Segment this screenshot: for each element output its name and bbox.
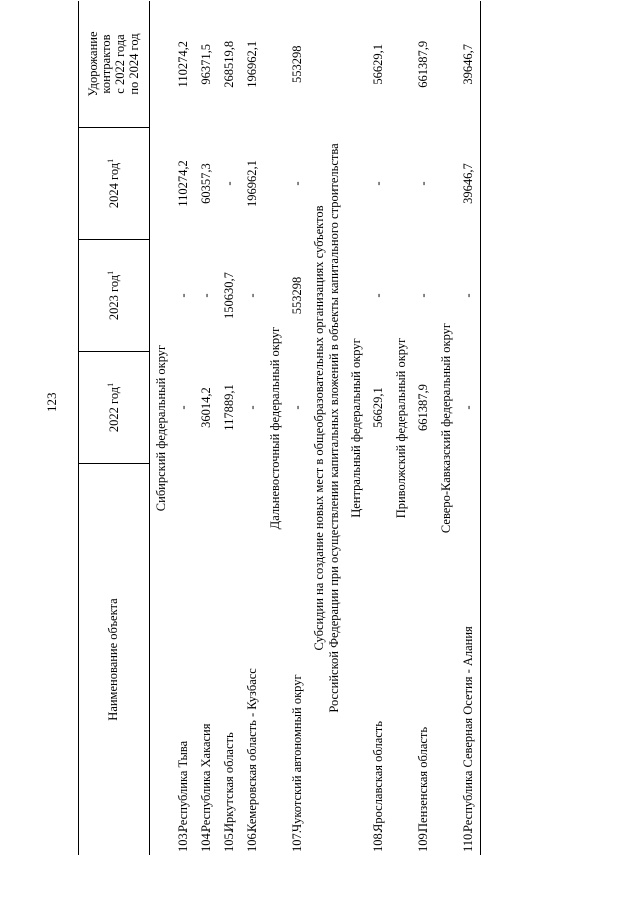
cell-2024: 110274,2 (176, 160, 190, 207)
row-name (218, 464, 241, 856)
cell-diff: 661387,9 (416, 40, 430, 88)
row-title: Ярославская область (371, 721, 385, 832)
cell-2023: 553298 (290, 276, 304, 315)
cell-diff: 39646,7 (461, 43, 475, 85)
cell-2022: - (176, 405, 190, 410)
cell-2022: - (245, 405, 259, 410)
cell-2022: - (461, 405, 475, 410)
region-row (264, 1, 286, 855)
row-title: Иркутская область (222, 732, 236, 832)
row-title: Республика Северная Осетия - Алания (461, 626, 475, 832)
table-row (367, 1, 390, 855)
region-row (390, 1, 412, 855)
row-index: 104. (199, 830, 213, 852)
table-row (457, 1, 481, 855)
row-name (172, 464, 195, 856)
table-row (241, 1, 264, 855)
subsidy-heading (309, 1, 345, 855)
cell-2022: - (290, 405, 304, 410)
region-label: Дальневосточный федеральный округ (267, 326, 282, 530)
rotated-table-frame (78, 31, 475, 855)
row-index: 105. (222, 830, 236, 852)
region-row (150, 1, 173, 855)
region-label: Центральный федеральный округ (348, 338, 363, 518)
cell-2024: - (371, 181, 385, 186)
cell-diff: 110274,2 (176, 41, 190, 88)
region-row (345, 1, 367, 855)
table-row (195, 1, 218, 855)
row-title: Кемеровская область - Кузбасс (245, 668, 259, 832)
cell-2024: 196962,1 (245, 160, 259, 207)
cell-2023: - (371, 293, 385, 298)
row-name (412, 464, 435, 856)
cell-diff: 553298 (290, 45, 304, 83)
header-diff-line4: по 2024 год (126, 33, 141, 95)
row-title: Республика Тыва (176, 740, 190, 832)
footnote-mark-2022: 1 (105, 382, 115, 387)
cell-2024: - (290, 181, 304, 186)
header-2022 (79, 352, 150, 464)
cell-2022: 661387,9 (416, 384, 430, 431)
header-diff (79, 1, 150, 128)
row-title: Чукотский автономный округ (290, 674, 304, 832)
subsidy-line-1: Субсидии на создание новых мест в общеобразовательных организациях субъектов (312, 205, 326, 651)
cell-2023: - (199, 293, 213, 298)
row-name (241, 464, 264, 856)
row-index: 108. (371, 830, 385, 852)
row-title: Республика Хакасия (199, 723, 213, 832)
table-row (218, 1, 241, 855)
cell-2022: 36014,2 (199, 387, 213, 428)
region-label: Северо-Кавказский федеральный округ (438, 322, 453, 534)
row-index: 107. (290, 830, 304, 852)
table-row (286, 1, 309, 855)
header-2023 (79, 240, 150, 352)
cell-2024: 60357,3 (199, 163, 213, 204)
footnote-mark-2023: 1 (105, 270, 115, 275)
cell-2023: 150630,7 (222, 272, 236, 319)
cell-2022: 117889,1 (222, 384, 236, 431)
page-number: 123 (44, 392, 59, 412)
row-index: 103. (176, 830, 190, 852)
cell-diff: 96371,5 (199, 43, 213, 85)
cell-2022: 56629,1 (371, 387, 385, 428)
cell-2023: - (416, 293, 430, 298)
header-diff-line1: Удорожание (85, 31, 100, 97)
row-title: Пензенская область (416, 726, 430, 832)
cell-2023: - (245, 293, 259, 298)
header-row (79, 1, 150, 855)
row-name (195, 464, 218, 856)
header-2024 (79, 128, 150, 240)
footnote-mark-2024: 1 (105, 158, 115, 163)
region-row (435, 1, 457, 855)
header-name: Наименование объекта (106, 598, 121, 721)
cell-2023: - (176, 293, 190, 298)
header-diff-line2: контрактов (99, 34, 114, 94)
subsidy-heading-row (309, 1, 345, 855)
cell-diff: 56629,1 (371, 43, 385, 85)
contracts-table (78, 1, 481, 855)
header-2023-label: 2023 год (106, 274, 121, 321)
table-row (172, 1, 195, 855)
cell-2024: 39646,7 (461, 163, 475, 204)
header-2022-label: 2022 год (106, 386, 121, 433)
row-index: 109. (416, 830, 430, 852)
cell-2024: - (416, 181, 430, 186)
row-index: 110. (461, 830, 475, 852)
region-label: Сибирский федеральный округ (153, 344, 168, 512)
row-name (457, 464, 481, 856)
region-label: Приволжский федеральный округ (393, 337, 408, 519)
cell-2024: - (222, 181, 236, 186)
row-index: 106. (245, 830, 259, 852)
header-2024-label: 2024 год (106, 162, 121, 209)
subsidy-line-2: Российской Федерации при осуществлении капитальных вложений в объекты капитального строительства (327, 143, 341, 713)
cell-2023: - (461, 293, 475, 298)
row-name (367, 464, 390, 856)
row-name (286, 464, 309, 856)
header-diff-line3: с 2022 года (113, 34, 127, 94)
cell-diff: 268519,8 (222, 40, 236, 88)
cell-diff: 196962,1 (245, 40, 259, 88)
table-row (412, 1, 435, 855)
